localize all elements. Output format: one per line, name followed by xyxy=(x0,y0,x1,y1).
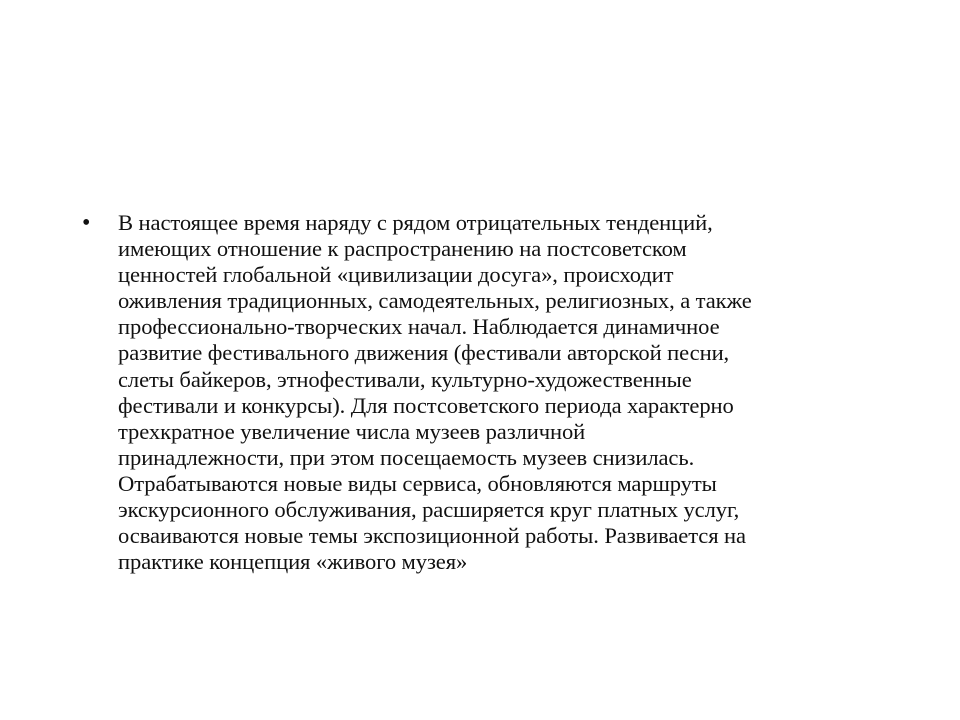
bullet-item xyxy=(82,210,882,575)
text-line: ценностей глобальной «цивилизации досуга», происходит xyxy=(118,262,674,288)
text-line: экскурсионного обслуживания, расширяется круг платных услуг, xyxy=(118,497,740,523)
text-line: развитие фестивального движения (фестивали авторской песни, xyxy=(118,340,730,366)
bullet-text xyxy=(118,210,882,575)
text-line: слеты байкеров, этнофестивали, культурно-художественные xyxy=(118,366,692,392)
text-line: Отрабатываются новые виды сервиса, обновляются маршруты xyxy=(118,470,717,496)
bullet-point-icon: • xyxy=(82,210,91,236)
text-line: оживления традиционных, самодеятельных, религиозных, а также xyxy=(118,288,752,314)
text-line: практике концепция «живого музея» xyxy=(118,549,468,575)
text-line: фестивали и конкурсы). Для постсоветского периода характерно xyxy=(118,392,734,418)
text-line: принадлежности, при этом посещаемость музеев снизилась. xyxy=(118,444,695,470)
slide-content xyxy=(82,210,882,575)
text-line: В настоящее время наряду с рядом отрицательных тенденций, xyxy=(118,210,713,235)
text-line: имеющих отношение к распространению на постсоветском xyxy=(118,236,687,262)
text-line: профессионально-творческих начал. Наблюдается динамичное xyxy=(118,314,720,340)
text-line: трехкратное увеличение числа музеев различной xyxy=(118,418,586,444)
text-line: осваиваются новые темы экспозиционной работы. Развивается на xyxy=(118,523,746,549)
